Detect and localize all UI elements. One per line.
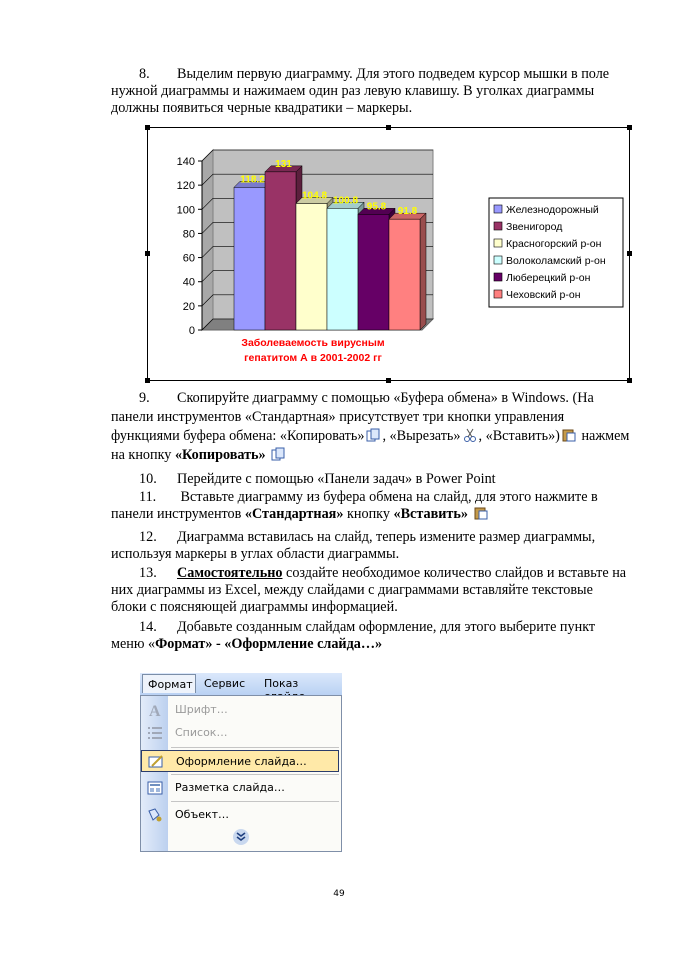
menu-item-slide-design[interactable]: Оформление слайда… [141, 750, 339, 772]
data-label: 95.8 [366, 201, 387, 213]
menu-item-list[interactable]: Список… [141, 722, 341, 744]
bar [327, 208, 358, 330]
cut-icon[interactable] [463, 428, 477, 442]
slide-layout-icon [147, 780, 163, 796]
legend-label: Звенигород [506, 221, 563, 233]
chart-side-wall [202, 150, 213, 330]
bar [234, 187, 265, 330]
font-icon [147, 702, 163, 718]
legend-swatch [494, 239, 502, 247]
bar-chart [148, 128, 629, 380]
y-tick-label: 120 [176, 180, 195, 193]
data-label: 118.2 [240, 174, 265, 186]
menu-slideshow[interactable]: Показ [264, 677, 299, 690]
y-tick-label: 100 [176, 204, 195, 217]
menu-service[interactable]: Сервис [204, 677, 246, 690]
copy-icon[interactable] [366, 428, 380, 442]
paste-icon[interactable] [474, 506, 488, 520]
format-dropdown [140, 695, 342, 852]
resize-handle-tr[interactable] [627, 125, 632, 130]
chart-area[interactable] [147, 127, 630, 381]
menu-bar [140, 673, 342, 696]
paragraph-14: 14. Добавьте созданным слайдам оформление, для этого выберите пункт меню «Формат» - «Оформление слайда…» [111, 619, 596, 653]
resize-handle-bl[interactable] [145, 378, 150, 383]
resize-handle-ml[interactable] [145, 251, 150, 256]
resize-handle-tm[interactable] [386, 125, 391, 130]
bar [389, 219, 420, 330]
resize-handle-br[interactable] [627, 378, 632, 383]
y-tick-label: 60 [182, 252, 195, 265]
copy-icon[interactable] [271, 447, 285, 461]
resize-handle-tl[interactable] [145, 125, 150, 130]
paragraph-11: 11. Вставьте диаграмму из буфера обмена на слайд, для этого нажмите в панели инструментов «Стандартная» кнопку «Вставить» [111, 489, 598, 523]
chart-title-line-2: гепатитом А в 2001-2002 гг [244, 352, 382, 364]
slide-design-icon [148, 754, 164, 770]
bar [265, 172, 296, 330]
legend-swatch [494, 290, 502, 298]
data-label: 104.8 [301, 190, 328, 202]
data-label: 131 [275, 158, 292, 170]
paragraph-9: 9. Скопируйте диаграмму с помощью «Буфера обмена» в Windows. (На панели инструментов «Стандартная» присутствует три кнопки управления функциями буфера обмена: «Копировать» , «Вырезать» , «Вставить») нажмем на кнопку «Копировать» [111, 390, 630, 463]
paste-icon[interactable] [562, 428, 576, 442]
menu-item-font[interactable]: A Шрифт… [149, 703, 228, 718]
chevron-double-down-icon[interactable] [233, 829, 249, 845]
page-number: 49 [333, 889, 345, 899]
menu-item-object[interactable]: Объект… [141, 804, 341, 826]
y-tick-label: 20 [182, 300, 195, 313]
y-tick-label: 0 [188, 325, 195, 337]
legend-swatch [494, 273, 502, 281]
paragraph-13: 13. Самостоятельно создайте необходимое количество слайдов и вставьте на них диаграммы из Excel, между слайдами с диаграммами вставляйте текстовые блоки с поясняющей диаграммы информацией. [111, 565, 627, 616]
legend-label: Красногорский р-он [506, 238, 602, 250]
format-menu-screenshot [140, 673, 342, 850]
y-tick-label: 140 [176, 156, 195, 168]
data-label: 100.8 [332, 195, 359, 207]
paragraph-12: 12. Диаграмма вставилась на слайд, теперь измените размер диаграммы, используя маркеры в углах области диаграммы. [111, 529, 596, 563]
bar-side [420, 213, 426, 330]
object-icon [147, 807, 163, 823]
legend-label: Железнодорожный [506, 204, 599, 216]
y-tick-label: 40 [182, 276, 195, 289]
resize-handle-mr[interactable] [627, 251, 632, 256]
menu-format[interactable]: Формат [142, 674, 196, 693]
legend-label: Люберецкий р-он [506, 272, 591, 284]
bar [296, 203, 327, 330]
y-tick-label: 80 [182, 228, 195, 241]
legend-label: Волоколамский р-он [506, 255, 606, 267]
paragraph-10: 10. Перейдите с помощью «Панели задач» в Power Point [139, 471, 496, 487]
legend-swatch [494, 222, 502, 230]
legend-swatch [494, 256, 502, 264]
svg-text:A: A [149, 703, 161, 718]
legend-swatch [494, 205, 502, 213]
data-label: 91.8 [397, 206, 418, 218]
paragraph-8: 8. Выделим первую диаграмму. Для этого подведем курсор мышки в поле нужной диаграммы и нажимаем один раз левую клавишу. В уголках диаграммы должны появиться черные квадратики – маркеры. [111, 66, 610, 117]
bar [358, 214, 389, 330]
list-icon [147, 725, 163, 741]
chart-title-line-1: Заболеваемость вирусным [241, 337, 385, 349]
legend-label: Чеховский р-он [506, 289, 581, 301]
resize-handle-bm[interactable] [386, 378, 391, 383]
menu-item-slide-layout[interactable]: Разметка слайда… [141, 777, 341, 799]
